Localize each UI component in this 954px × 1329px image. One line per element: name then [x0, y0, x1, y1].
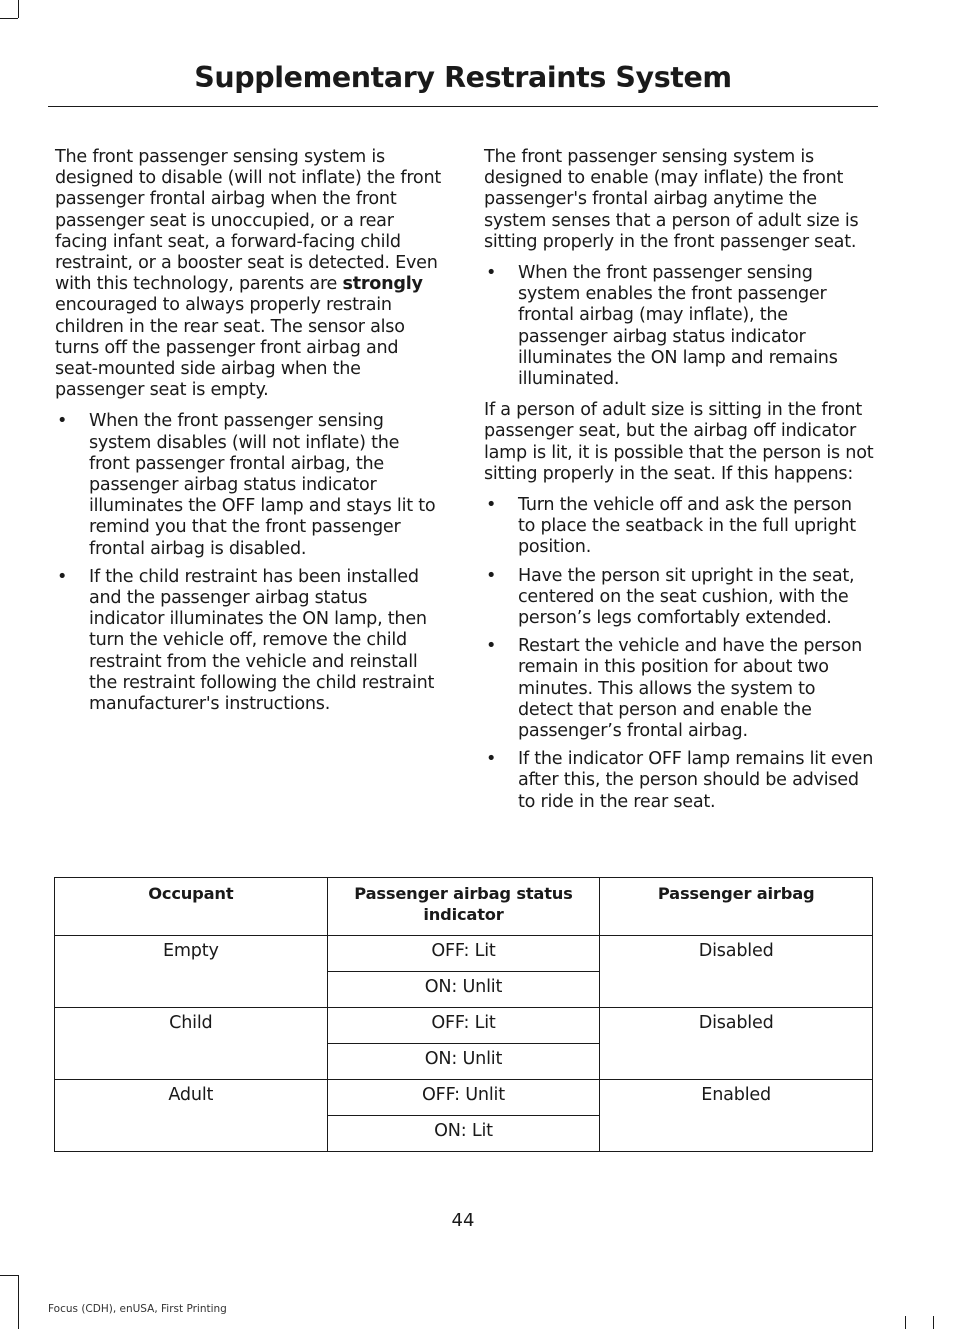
right-bullet-list-2 [484, 495, 874, 813]
left-bullet-list [55, 411, 445, 715]
right-paragraph-2: If a person of adult size is sitting in the front passenger seat, but the airbag off indicator lamp is lit, it is possible that the person is not sitting properly in the seat. If this happens: [484, 400, 874, 484]
occupant-cell: Child [55, 1008, 328, 1080]
list-item-text: Restart the vehicle and have the person remain in this position for about two minutes. This allows the system to detect that person and enable the passenger’s frontal airbag. [518, 636, 863, 742]
bullet-icon: • [57, 566, 68, 587]
airbag-cell: Disabled [600, 1008, 873, 1080]
crop-mark [0, 1275, 18, 1276]
table-row [55, 1080, 873, 1116]
left-paragraph-text: The front passenger sensing system is designed to disable (will not inflate) the front passenger frontal airbag when the front passenger seat is unoccupied, or a rear facing infant seat, a forward-facing child restraint, or a booster seat is detected. Even with this technology, parents are [55, 147, 441, 295]
indicator-cell: OFF: Lit [327, 936, 600, 972]
list-item [484, 749, 874, 813]
footer-text: Focus (CDH), enUSA, First Printing [48, 1303, 227, 1315]
left-column [55, 147, 445, 722]
occupant-cell: Empty [55, 936, 328, 1008]
list-item [484, 263, 874, 390]
crop-mark [0, 18, 18, 19]
list-item [55, 567, 445, 715]
list-item-text: Have the person sit upright in the seat, centered on the seat cushion, with the person’s legs comfortably extended. [518, 565, 855, 629]
list-item [484, 566, 874, 630]
left-paragraph-text-cont: encouraged to always properly restrain children in the rear seat. The sensor also turns off the passenger front airbag and seat-mounted side airbag when the passenger seat is empty. [55, 295, 405, 401]
indicator-cell: OFF: Unlit [327, 1080, 600, 1116]
table-row [55, 936, 873, 972]
airbag-cell: Disabled [600, 936, 873, 1008]
airbag-cell: Enabled [600, 1080, 873, 1152]
left-paragraph [55, 147, 445, 401]
crop-mark [18, 0, 19, 18]
list-item [484, 636, 874, 742]
indicator-cell: ON: Unlit [327, 1044, 600, 1080]
bullet-icon: • [57, 411, 68, 432]
bullet-icon: • [486, 636, 497, 657]
list-item-text: When the front passenger sensing system enables the front passenger frontal airbag (may inflate), the passenger airbag status indicator illuminates the ON lamp and remains illuminated. [518, 263, 838, 390]
column-header-airbag: Passenger airbag [600, 878, 873, 936]
page-title: Supplementary Restraints System [194, 61, 732, 94]
indicator-cell: ON: Lit [327, 1116, 600, 1152]
crop-mark [905, 1316, 906, 1329]
list-item [55, 411, 445, 559]
list-item-text: If the child restraint has been installed and the passenger airbag status indicator illuminates the ON lamp, then turn the vehicle off, remove the child restraint from the vehicle and reinstall the restraint following the child restraint manufacturer's instructions. [89, 566, 435, 715]
right-paragraph-1: The front passenger sensing system is designed to enable (may inflate) the front passenger's frontal airbag anytime the system senses that a person of adult size is sitting properly in the front passenger seat. [484, 147, 859, 252]
right-bullet-list-1 [484, 263, 874, 390]
indicator-cell: ON: Unlit [327, 972, 600, 1008]
bullet-icon: • [486, 565, 497, 586]
list-item [484, 495, 874, 559]
occupant-cell: Adult [55, 1080, 328, 1152]
emphasis-strongly: strongly [342, 274, 423, 295]
crop-mark [933, 1316, 934, 1329]
column-header-indicator: Passenger airbag status indicator [327, 878, 600, 936]
table-row [55, 1008, 873, 1044]
airbag-status-table [54, 877, 873, 1152]
bullet-icon: • [486, 749, 497, 770]
bullet-icon: • [486, 495, 497, 516]
right-column [484, 147, 874, 820]
bullet-icon: • [486, 263, 497, 284]
column-header-occupant: Occupant [55, 878, 328, 936]
list-item-text: When the front passenger sensing system disables (will not inflate) the front passenger frontal airbag, the passenger airbag status indicator illuminates the OFF lamp and stays lit to remind you that the front passenger frontal airbag is disabled. [89, 411, 436, 559]
indicator-cell: OFF: Lit [327, 1008, 600, 1044]
crop-mark [18, 1275, 19, 1329]
page-number: 44 [451, 1210, 475, 1231]
list-item-text: Turn the vehicle off and ask the person to place the seatback in the full upright position. [518, 495, 856, 558]
list-item-text: If the indicator OFF lamp remains lit even after this, the person should be advised to ride in the rear seat. [518, 749, 874, 812]
title-rule [48, 106, 878, 107]
table-header-row [55, 878, 873, 936]
